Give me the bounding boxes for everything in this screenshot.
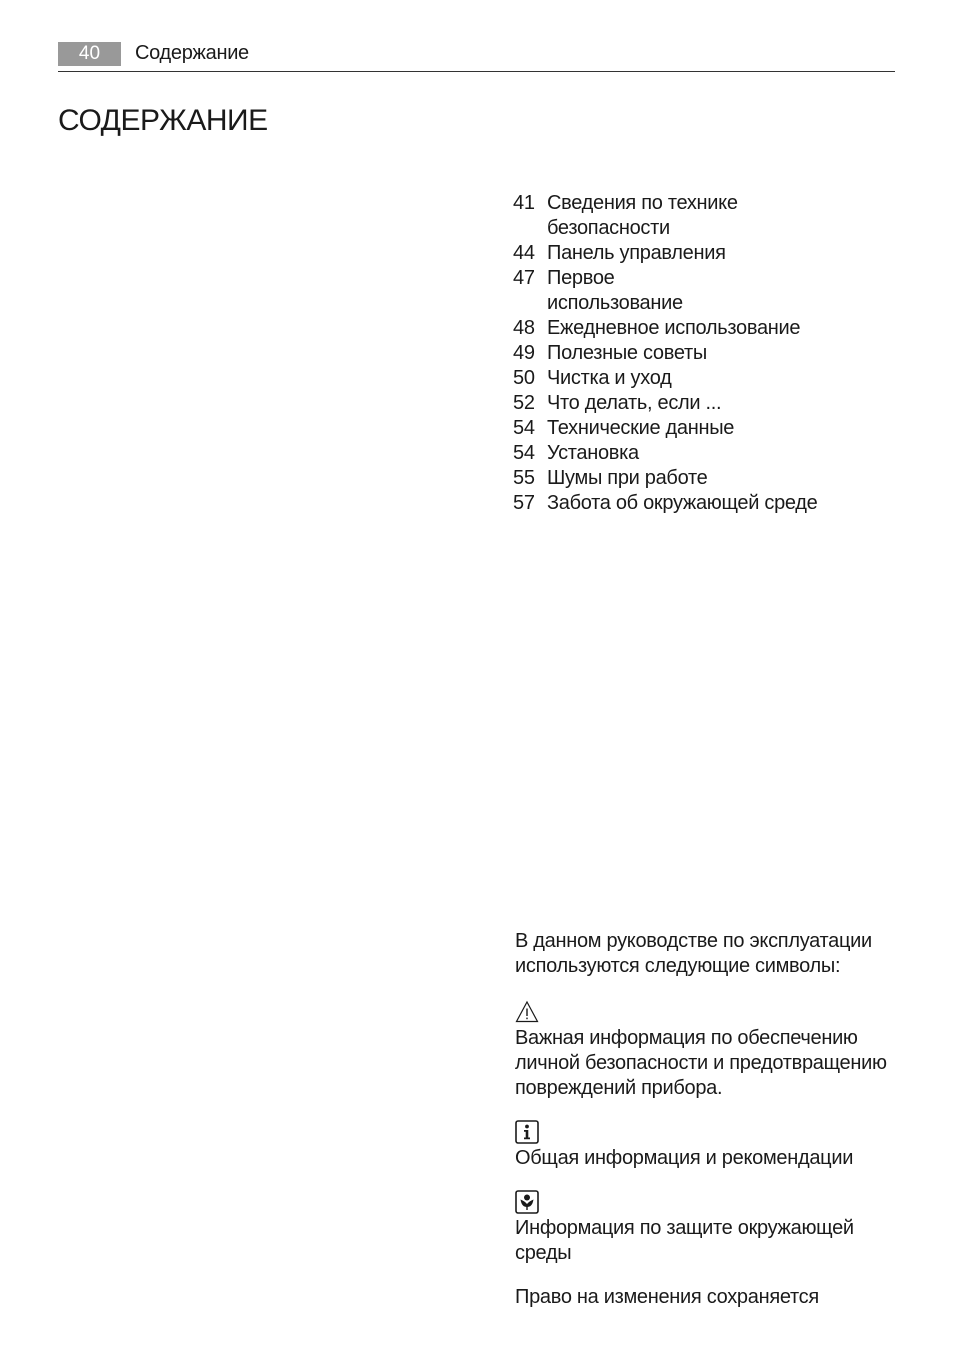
- symbols-info: [515, 929, 895, 1310]
- toc-label: Ежедневное использование: [547, 317, 801, 339]
- warning-triangle-icon: [515, 1000, 539, 1024]
- symbol-environment-text: Информация по защите окружающей среды: [515, 1217, 854, 1264]
- toc-label: Установка: [547, 442, 639, 464]
- rights-note: Право на изменения сохраняется: [515, 1286, 819, 1308]
- toc-label: Забота об окружающей среде: [547, 492, 818, 514]
- toc-item[interactable]: [513, 391, 893, 416]
- toc-page-number: 50: [513, 367, 535, 389]
- toc-page-number: 54: [513, 417, 535, 439]
- toc-item[interactable]: [513, 341, 893, 366]
- table-of-contents: [513, 191, 893, 516]
- symbol-info-text: Общая информация и рекомендации: [515, 1147, 854, 1169]
- toc-item[interactable]: [513, 366, 893, 391]
- toc-item[interactable]: [513, 241, 893, 266]
- symbol-warning: [515, 1000, 895, 1101]
- toc-label: Сведения по технике безопасности: [547, 192, 738, 239]
- toc-label: Технические данные: [547, 417, 735, 439]
- toc-page-number: 41: [513, 192, 535, 214]
- toc-page-number: 48: [513, 317, 535, 339]
- toc-label: Панель управления: [547, 242, 726, 264]
- toc-page-number: 57: [513, 492, 535, 514]
- toc-item[interactable]: [513, 416, 893, 441]
- toc-page-number: 55: [513, 467, 535, 489]
- symbols-intro: В данном руководстве по эксплуатации используются следующие символы:: [515, 930, 872, 977]
- toc-item[interactable]: [513, 316, 893, 341]
- symbol-warning-text: Важная информация по обеспечению личной безопасности и предотвращению повреждений прибора.: [515, 1027, 887, 1099]
- page-number: 40: [58, 42, 121, 66]
- toc-page-number: 52: [513, 392, 535, 414]
- header-section-title: Содержание: [135, 42, 249, 64]
- symbol-environment: [515, 1190, 895, 1266]
- toc-label: Первое использование: [547, 267, 683, 314]
- toc-page-number: 44: [513, 242, 535, 264]
- environment-flower-icon: [515, 1190, 539, 1214]
- toc-item[interactable]: [513, 441, 893, 466]
- toc-label: Чистка и уход: [547, 367, 672, 389]
- toc-item[interactable]: [513, 191, 893, 241]
- toc-page-number: 49: [513, 342, 535, 364]
- toc-item[interactable]: [513, 491, 893, 516]
- info-icon: [515, 1120, 539, 1144]
- toc-item[interactable]: [513, 466, 893, 491]
- toc-label: Полезные советы: [547, 342, 707, 364]
- toc-item[interactable]: [513, 266, 893, 316]
- page-title: СОДЕРЖАНИЕ: [58, 104, 268, 137]
- toc-label: Шумы при работе: [547, 467, 708, 489]
- symbol-info: [515, 1120, 895, 1171]
- toc-page-number: 54: [513, 442, 535, 464]
- toc-page-number: 47: [513, 267, 535, 289]
- toc-label: Что делать, если ...: [547, 392, 722, 414]
- page-header: [58, 40, 895, 72]
